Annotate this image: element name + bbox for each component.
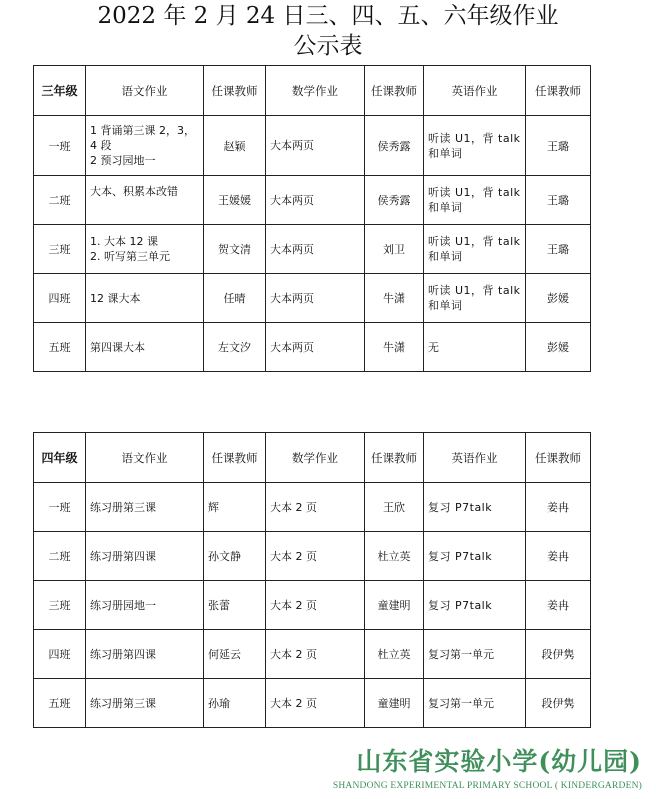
math-homework: 大本两页	[266, 323, 365, 372]
grade4-homework-table	[33, 432, 591, 728]
chinese-teacher: 辉	[204, 483, 266, 532]
chinese-teacher: 王媛媛	[204, 176, 266, 225]
grade3-homework-table	[33, 65, 591, 372]
class-name: 五班	[34, 323, 86, 372]
math-teacher: 刘卫	[365, 225, 424, 274]
math-teacher: 侯秀露	[365, 176, 424, 225]
table-row	[34, 532, 591, 581]
column-header-teacher: 任课教师	[365, 433, 424, 483]
english-teacher: 姜冉	[526, 483, 591, 532]
math-teacher: 牛潇	[365, 274, 424, 323]
table-row	[34, 630, 591, 679]
chinese-teacher: 赵颖	[204, 116, 266, 176]
math-homework: 大本两页	[266, 274, 365, 323]
math-teacher: 王欣	[365, 483, 424, 532]
table-row	[34, 116, 591, 176]
page-subtitle: 公示表	[293, 33, 363, 59]
school-logo	[333, 747, 642, 792]
english-homework: 复习第一单元	[424, 679, 526, 728]
english-teacher: 姜冉	[526, 581, 591, 630]
math-homework: 大本 2 页	[266, 581, 365, 630]
math-teacher: 侯秀露	[365, 116, 424, 176]
class-name: 五班	[34, 679, 86, 728]
english-homework: 复习 P7talk	[424, 483, 526, 532]
table-row	[34, 176, 591, 225]
chinese-homework: 练习册第三课	[86, 679, 204, 728]
class-name: 四班	[34, 630, 86, 679]
math-homework: 大本两页	[266, 116, 365, 176]
chinese-homework: 练习册第四课	[86, 630, 204, 679]
column-header-english: 英语作业	[424, 66, 526, 116]
chinese-teacher: 何延云	[204, 630, 266, 679]
english-teacher: 彭媛	[526, 323, 591, 372]
chinese-homework: 练习册第三课	[86, 483, 204, 532]
math-teacher: 童建明	[365, 581, 424, 630]
table-header-row	[34, 433, 591, 483]
chinese-homework: 第四课大本	[86, 323, 204, 372]
english-homework: 听读 U1，背 talk 和单词	[424, 274, 526, 323]
chinese-teacher: 任晴	[204, 274, 266, 323]
column-header-teacher: 任课教师	[204, 433, 266, 483]
class-name: 三班	[34, 581, 86, 630]
class-name: 四班	[34, 274, 86, 323]
math-teacher: 童建明	[365, 679, 424, 728]
english-homework: 复习 P7talk	[424, 581, 526, 630]
english-teacher: 王璐	[526, 116, 591, 176]
class-name: 二班	[34, 176, 86, 225]
chinese-teacher: 贺文清	[204, 225, 266, 274]
table-row	[34, 679, 591, 728]
english-teacher: 姜冉	[526, 532, 591, 581]
math-homework: 大本 2 页	[266, 630, 365, 679]
column-header-chinese: 语文作业	[86, 433, 204, 483]
class-name: 三班	[34, 225, 86, 274]
school-name-english: SHANDONG EXPERIMENTAL PRIMARY SCHOOL ( KINDERGARDEN)	[332, 781, 642, 791]
class-name: 二班	[34, 532, 86, 581]
math-teacher: 杜立英	[365, 532, 424, 581]
english-homework: 复习第一单元	[424, 630, 526, 679]
column-header-math: 数学作业	[266, 66, 365, 116]
class-name: 一班	[34, 483, 86, 532]
chinese-teacher: 孙瑜	[204, 679, 266, 728]
grade-label: 四年级	[34, 433, 86, 483]
math-teacher: 杜立英	[365, 630, 424, 679]
grade-label: 三年级	[34, 66, 86, 116]
chinese-teacher: 孙文静	[204, 532, 266, 581]
english-homework: 听读 U1，背 talk 和单词	[424, 116, 526, 176]
column-header-chinese: 语文作业	[86, 66, 204, 116]
chinese-homework: 练习册第四课	[86, 532, 204, 581]
math-homework: 大本 2 页	[266, 483, 365, 532]
chinese-homework: 12 课大本	[86, 274, 204, 323]
school-name-chinese: 山东省实验小学(幼儿园)	[356, 747, 642, 776]
english-teacher: 段伊隽	[526, 679, 591, 728]
table-row	[34, 581, 591, 630]
column-header-teacher: 任课教师	[365, 66, 424, 116]
english-teacher: 段伊隽	[526, 630, 591, 679]
table-header-row	[34, 66, 591, 116]
class-name: 一班	[34, 116, 86, 176]
chinese-teacher: 张蕾	[204, 581, 266, 630]
column-header-teacher: 任课教师	[526, 66, 591, 116]
chinese-homework: 1 背诵第三课 2，3，4 段 2 预习园地一	[86, 116, 204, 176]
column-header-english: 英语作业	[424, 433, 526, 483]
english-homework: 复习 P7talk	[424, 532, 526, 581]
english-homework: 听读 U1，背 talk 和单词	[424, 176, 526, 225]
chinese-homework: 大本、积累本改错	[86, 176, 204, 225]
math-homework: 大本两页	[266, 225, 365, 274]
english-teacher: 王璐	[526, 176, 591, 225]
table-row	[34, 274, 591, 323]
column-header-math: 数学作业	[266, 433, 365, 483]
math-teacher: 牛潇	[365, 323, 424, 372]
english-teacher: 彭媛	[526, 274, 591, 323]
table-row	[34, 483, 591, 532]
chinese-homework: 1. 大本 12 课 2. 听写第三单元	[86, 225, 204, 274]
chinese-teacher: 左文汐	[204, 323, 266, 372]
english-homework: 无	[424, 323, 526, 372]
column-header-teacher: 任课教师	[526, 433, 591, 483]
math-homework: 大本两页	[266, 176, 365, 225]
column-header-teacher: 任课教师	[204, 66, 266, 116]
english-teacher: 王璐	[526, 225, 591, 274]
math-homework: 大本 2 页	[266, 532, 365, 581]
table-row	[34, 323, 591, 372]
table-row	[34, 225, 591, 274]
page-title: 2022 年 2 月 24 日三、四、五、六年级作业	[97, 3, 559, 29]
english-homework: 听读 U1，背 talk 和单词	[424, 225, 526, 274]
chinese-homework: 练习册园地一	[86, 581, 204, 630]
math-homework: 大本 2 页	[266, 679, 365, 728]
